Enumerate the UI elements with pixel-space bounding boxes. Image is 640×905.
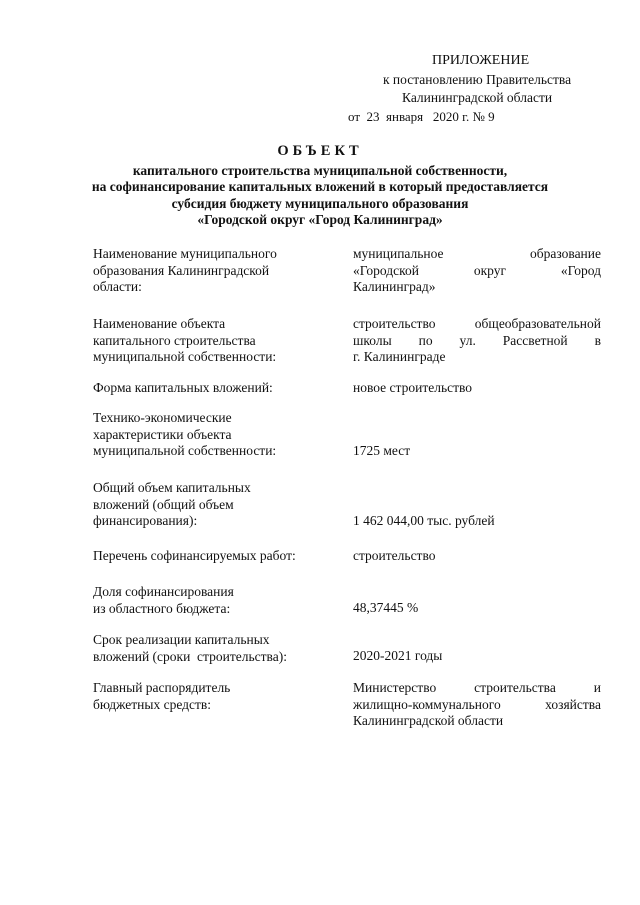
heading-line-1: капитального строительства муниципальной собственности, (132, 162, 508, 178)
heading-line-2: на софинансирование капитальных вложений в который предоставляется (91, 179, 549, 194)
field-label: Главный распорядитель бюджетных средств: (93, 680, 231, 712)
heading-line-3: субсидия бюджету муниципального образования (171, 195, 469, 211)
field-label: Наименование объекта капитального строительства муниципальной собственности: (93, 316, 277, 364)
field-label: Перечень софинансируемых работ: (93, 548, 296, 563)
field-label: Общий объем капитальных вложений (общий объем финансирования): (93, 480, 251, 528)
field-label: Наименование муниципального образования Калининградской области: (93, 246, 277, 294)
field-value: муниципальное образование «Городской округ «Город Калининград» (353, 246, 601, 294)
field-value: строительство общеобразовательной школы по ул. Рассветной в г. Калининграде (353, 316, 601, 364)
field-value: Министерство строительства и жилищно-коммунального хозяйства Калининградской области (353, 680, 601, 728)
appendix-title: ПРИЛОЖЕНИЕ (432, 53, 530, 68)
field-value: строительство (353, 548, 436, 563)
appendix-decree-line: к постановлению Правительства (383, 71, 572, 87)
field-value: новое строительство (353, 380, 473, 395)
field-value: 1725 мест (353, 443, 411, 458)
appendix-block (350, 52, 610, 126)
field-label: Доля софинансирования из областного бюджета: (93, 584, 234, 616)
field-value: 48,37445 % (353, 600, 419, 615)
document-heading (60, 143, 580, 229)
field-label: Технико-экономические характеристики объекта муниципальной собственности: (93, 410, 277, 458)
heading-line-4: «Городской округ «Город Калининград» (197, 212, 443, 227)
field-value: 2020-2021 годы (353, 648, 443, 663)
field-label: Срок реализации капитальных вложений (сроки строительства): (93, 632, 287, 664)
heading-title: ОБЪЕКТ (277, 143, 363, 159)
field-label: Форма капитальных вложений: (93, 380, 273, 395)
appendix-date-line: от 23 января 2020 г. № 9 (348, 108, 495, 124)
field-value: 1 462 044,00 тыс. рублей (353, 513, 495, 528)
appendix-region-line: Калининградской области (402, 90, 553, 105)
